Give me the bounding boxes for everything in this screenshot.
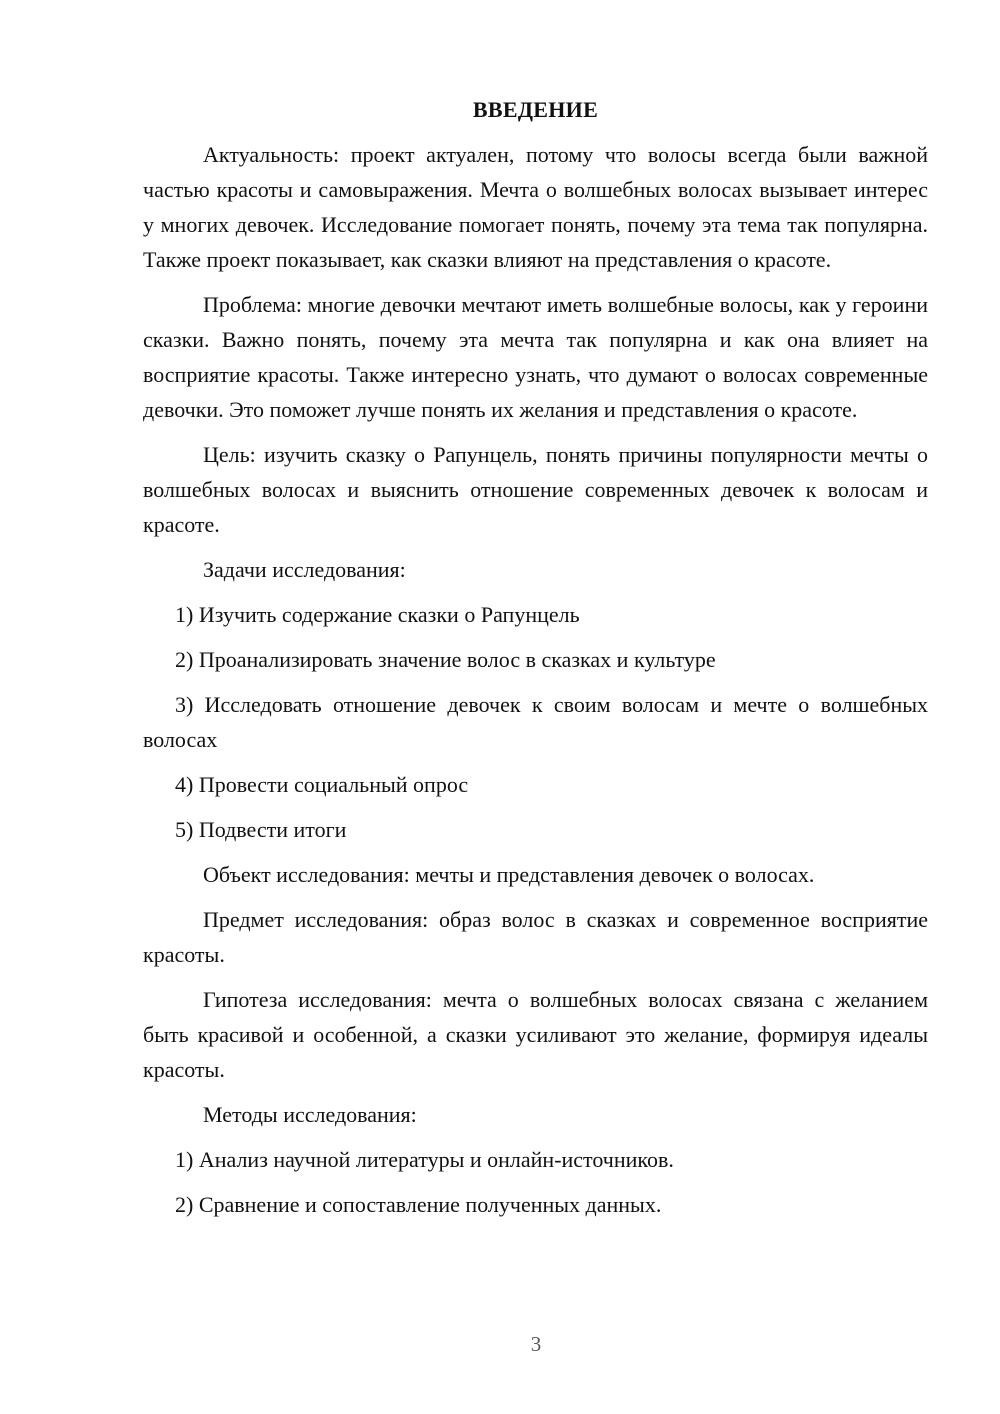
- document-page: [143, 92, 928, 1222]
- task-item-1: 1) Изучить содержание сказки о Рапунцель: [175, 602, 580, 627]
- task-item-3: 3) Исследовать отношение девочек к своим волосам и мечте о волшебных волосах: [143, 692, 928, 752]
- object-paragraph: Объект исследования: мечты и представления девочек о волосах.: [203, 862, 815, 887]
- page-number: 3: [530, 1332, 542, 1356]
- task-item-5: 5) Подвести итоги: [175, 817, 347, 842]
- problem-paragraph: Проблема: многие девочки мечтают иметь волшебные волосы, как у героини сказки. Важно понять, почему эта мечта так популярна и как она влияет на восприятие красоты. Также интересно узнать, что думают о волосах современные девочки. Это поможет лучше понять их желания и представления о красоте.: [143, 292, 928, 422]
- relevance-paragraph: Актуальность: проект актуален, потому что волосы всегда были важной частью красоты и самовыражения. Мечта о волшебных волосах вызывает интерес у многих девочек. Исследование помогает понять, почему эта тема так популярна. Также проект показывает, как сказки влияют на представления о красоте.: [143, 142, 928, 272]
- subject-paragraph: Предмет исследования: образ волос в сказках и современное восприятие красоты.: [143, 907, 928, 967]
- task-item-4: 4) Провести социальный опрос: [175, 772, 469, 797]
- hypothesis-paragraph: Гипотеза исследования: мечта о волшебных волосах связана с желанием быть красивой и особенной, а сказки усиливают это желание, формируя идеалы красоты.: [143, 987, 928, 1082]
- section-title: ВВЕДЕНИЕ: [472, 97, 599, 122]
- task-item-2: 2) Проанализировать значение волос в сказках и культуре: [175, 647, 716, 672]
- methods-heading: Методы исследования:: [203, 1102, 417, 1127]
- method-item-1: 1) Анализ научной литературы и онлайн-источников.: [175, 1147, 674, 1172]
- tasks-heading: Задачи исследования:: [203, 557, 406, 582]
- method-item-2: 2) Сравнение и сопоставление полученных данных.: [175, 1192, 662, 1217]
- goal-paragraph: Цель: изучить сказку о Рапунцель, понять причины популярности мечты о волшебных волосах и выяснить отношение современных девочек к волосам и красоте.: [143, 442, 928, 537]
